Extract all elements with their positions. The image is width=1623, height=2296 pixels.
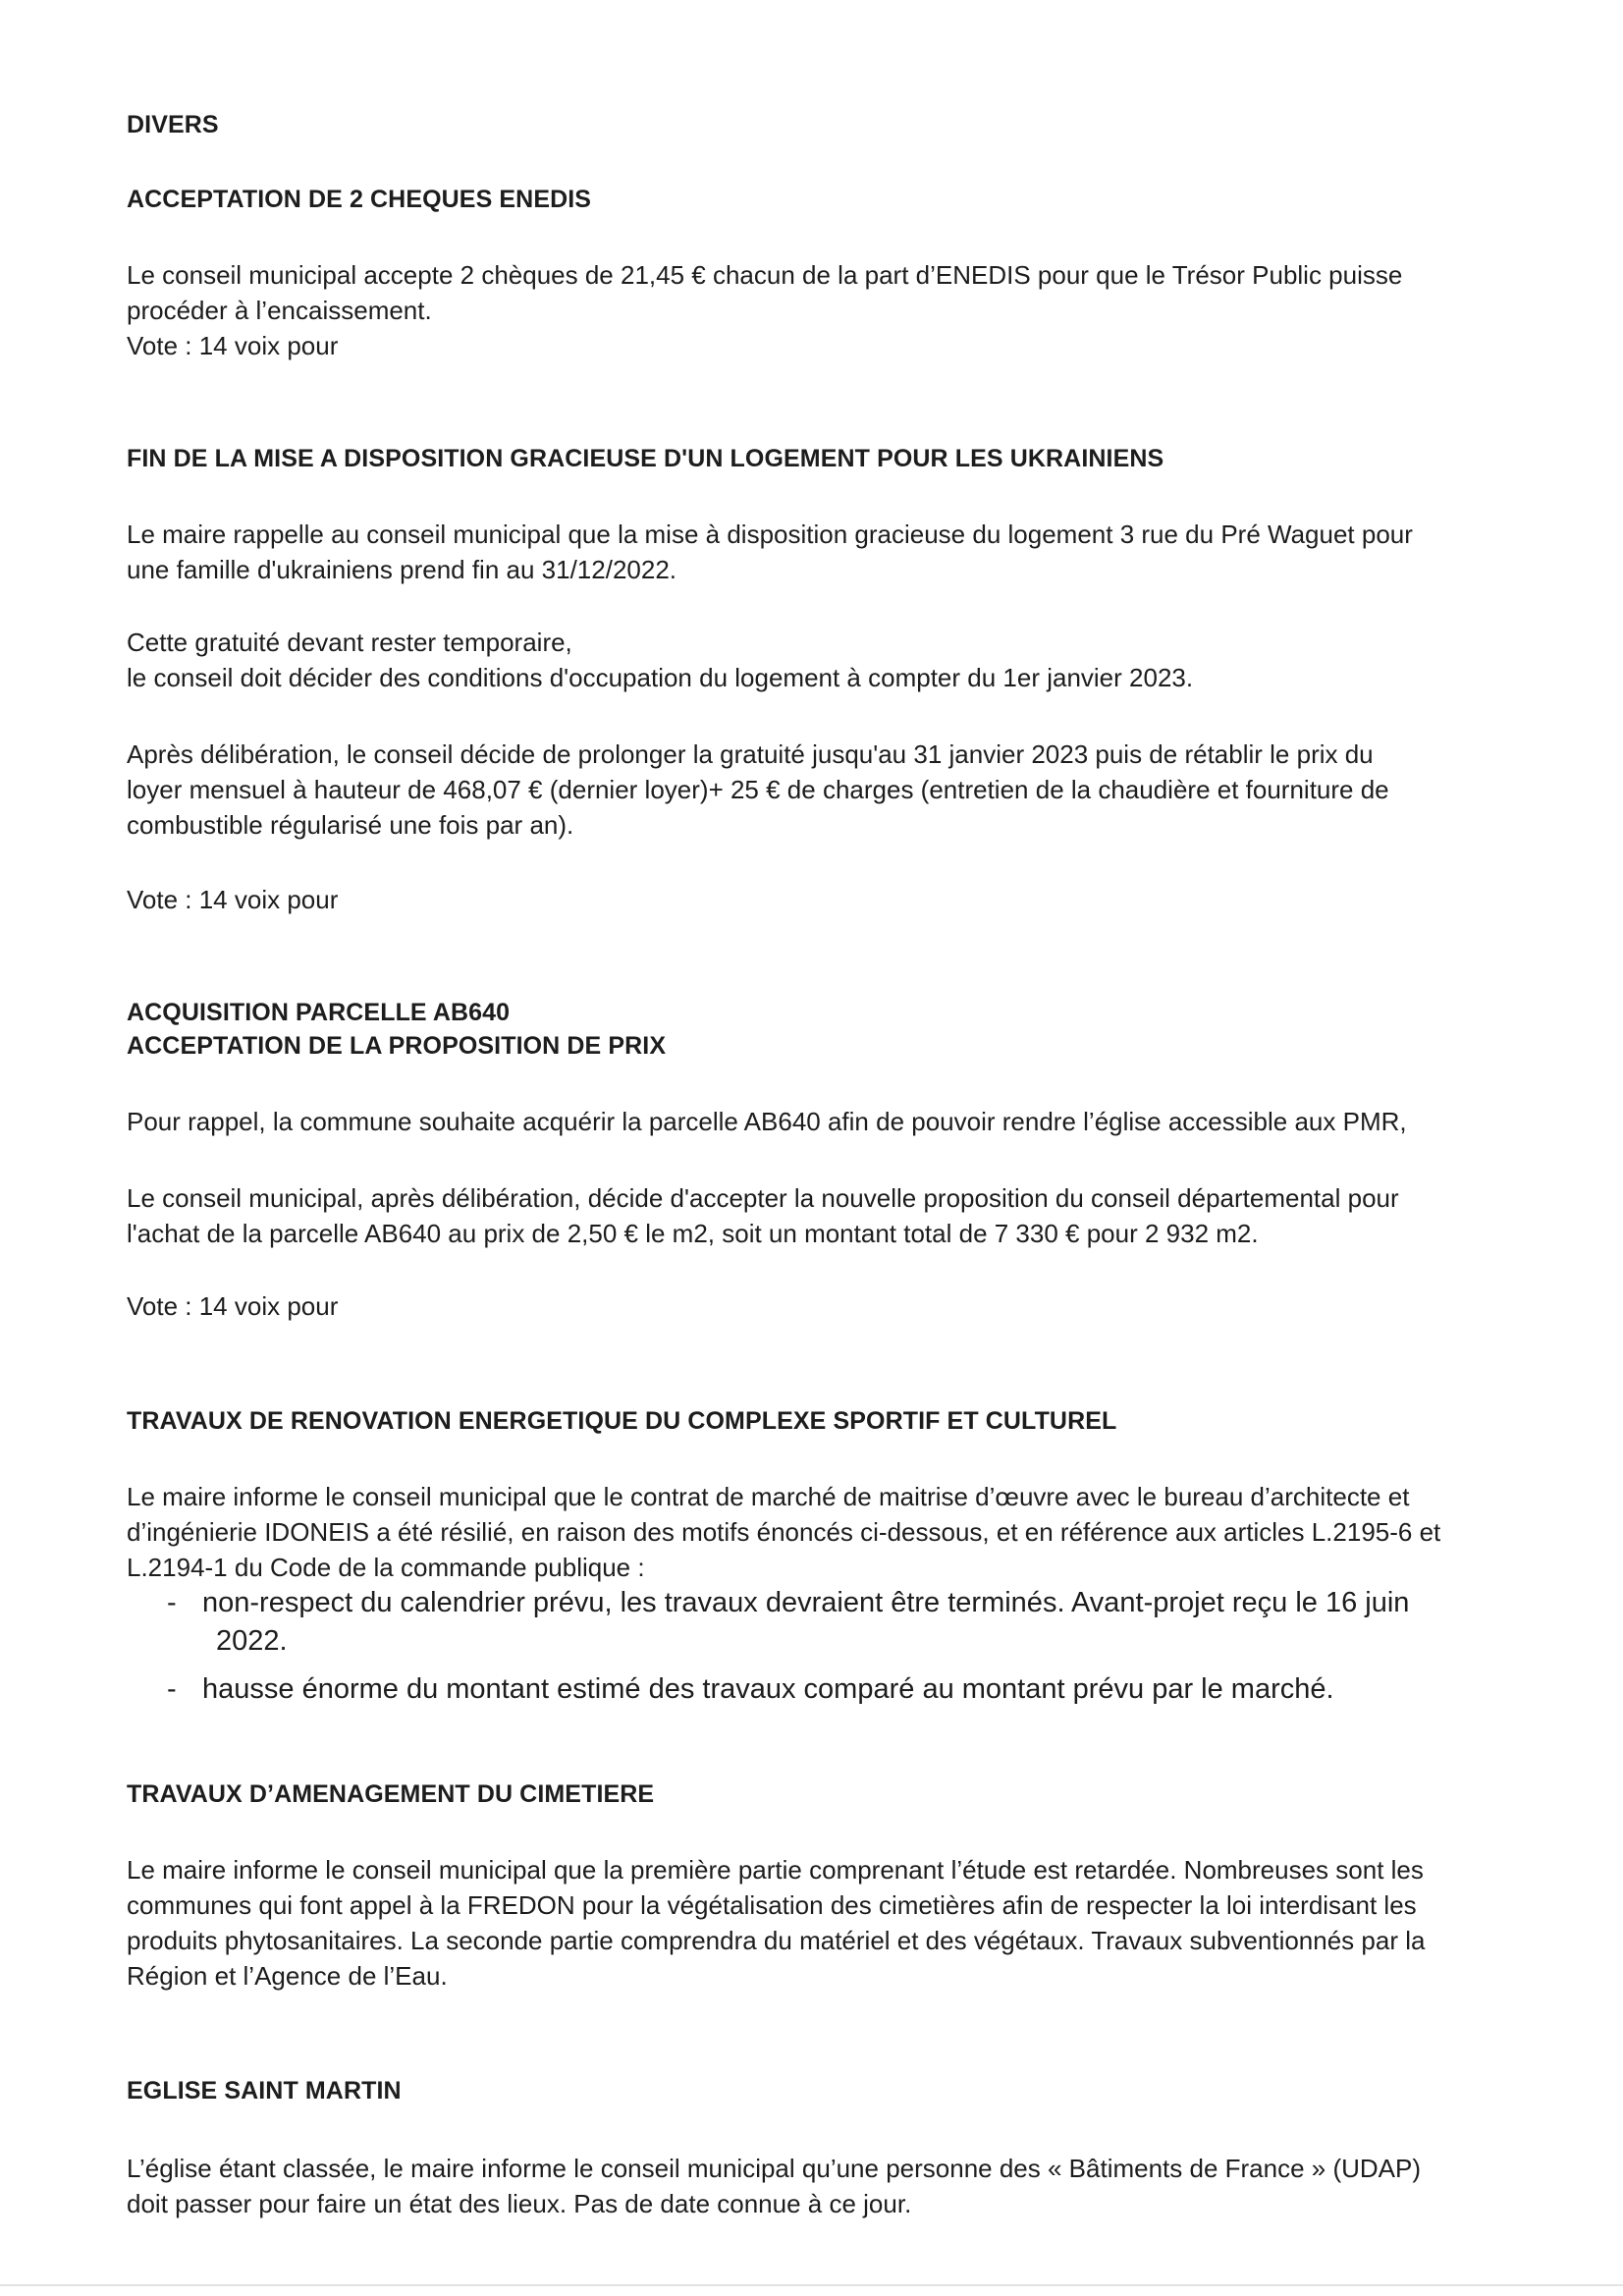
text-line: non-respect du calendrier prévu, les travaux devraient être terminés. Avant-projet reçu le 16 juin bbox=[202, 1587, 1410, 1618]
paragraph-parcelle-vote bbox=[127, 1288, 1541, 1324]
text-line: Le conseil municipal, après délibération, décide d'accepter la nouvelle proposition du conseil départemental pour bbox=[127, 1183, 1399, 1213]
list-item bbox=[167, 1584, 1522, 1661]
text-line: procéder à l’encaissement. bbox=[127, 296, 432, 325]
text-line: L’église étant classée, le maire informe le conseil municipal qu’une personne des « Bâtiments de France » (UDAP) bbox=[127, 2154, 1422, 2183]
text-line: produits phytosanitaires. La seconde partie comprendra du matériel et des végétaux. Travaux subventionnés par la bbox=[127, 1926, 1426, 1955]
section-title: DIVERS bbox=[127, 111, 219, 138]
text-line: doit passer pour faire un état des lieux. Pas de date connue à ce jour. bbox=[127, 2189, 912, 2218]
text-line: d’ingénierie IDONEIS a été résilié, en raison des motifs énoncés ci-dessous, et en référence aux articles L.2195-6 et bbox=[127, 1517, 1441, 1547]
text-line: Le maire informe le conseil municipal que la première partie comprenant l’étude est retardée. Nombreuses sont les bbox=[127, 1855, 1424, 1885]
text-line: loyer mensuel à hauteur de 468,07 € (dernier loyer)+ 25 € de charges (entretien de la chaudière et fourniture de bbox=[127, 775, 1389, 804]
paragraph-parcelle-2 bbox=[127, 1180, 1541, 1251]
text-line: L.2194-1 du Code de la commande publique : bbox=[127, 1553, 645, 1582]
paragraph-logement-3 bbox=[127, 737, 1541, 843]
text-line: une famille d'ukrainiens prend fin au 31/12/2022. bbox=[127, 555, 677, 584]
text-line: Région et l’Agence de l’Eau. bbox=[127, 1961, 448, 1991]
heading-eglise-saint-martin: EGLISE SAINT MARTIN bbox=[127, 2077, 402, 2105]
heading-line: ACQUISITION PARCELLE AB640 bbox=[127, 999, 511, 1026]
paragraph-parcelle-1 bbox=[127, 1104, 1541, 1139]
bullet-dash: - bbox=[167, 1587, 177, 1618]
heading-cheques-enedis: ACCEPTATION DE 2 CHEQUES ENEDIS bbox=[127, 186, 592, 213]
heading-renovation-energetique: TRAVAUX DE RENOVATION ENERGETIQUE DU COMPLEXE SPORTIF ET CULTUREL bbox=[127, 1407, 1117, 1435]
text-line: l'achat de la parcelle AB640 au prix de 2,50 € le m2, soit un montant total de 7 330 € pour 2 932 m2. bbox=[127, 1219, 1259, 1248]
paragraph-cimetiere bbox=[127, 1852, 1541, 1994]
vote-line: Vote : 14 voix pour bbox=[127, 1291, 339, 1321]
text-line: le conseil doit décider des conditions d'occupation du logement à compter du 1er janvier 2023. bbox=[127, 663, 1194, 692]
text-line: Le conseil municipal accepte 2 chèques de 21,45 € chacun de la part d’ENEDIS pour que le Trésor Public puisse bbox=[127, 260, 1403, 290]
paragraph-eglise bbox=[127, 2151, 1541, 2221]
list-item bbox=[167, 1670, 1522, 1709]
renovation-motifs-list bbox=[167, 1584, 1522, 1709]
text-line: Le maire rappelle au conseil municipal que la mise à disposition gracieuse du logement 3 rue du Pré Waguet pour bbox=[127, 519, 1413, 549]
page-bottom-rule bbox=[0, 2284, 1623, 2286]
paragraph-logement-2 bbox=[127, 625, 1541, 695]
text-line: communes qui font appel à la FREDON pour la végétalisation des cimetières afin de respecter la loi interdisant les bbox=[127, 1890, 1417, 1920]
heading-acquisition-parcelle bbox=[127, 998, 1541, 1061]
text-line: Pour rappel, la commune souhaite acquérir la parcelle AB640 afin de pouvoir rendre l’église accessible aux PMR, bbox=[127, 1107, 1407, 1136]
heading-amenagement-cimetiere: TRAVAUX D’AMENAGEMENT DU CIMETIERE bbox=[127, 1780, 655, 1808]
text-line: Le maire informe le conseil municipal que le contrat de marché de maitrise d’œuvre avec le bureau d’architecte et bbox=[127, 1482, 1410, 1511]
text-line: hausse énorme du montant estimé des travaux comparé au montant prévu par le marché. bbox=[202, 1673, 1334, 1705]
vote-line: Vote : 14 voix pour bbox=[127, 885, 339, 914]
list-spacer bbox=[167, 1661, 1522, 1670]
heading-line: ACCEPTATION DE LA PROPOSITION DE PRIX bbox=[127, 1032, 667, 1060]
text-line: Après délibération, le conseil décide de prolonger la gratuité jusqu'au 31 janvier 2023 puis de rétablir le prix du bbox=[127, 739, 1374, 769]
vote-line: Vote : 14 voix pour bbox=[127, 331, 339, 360]
text-line: 2022. bbox=[216, 1625, 288, 1657]
paragraph-logement-vote bbox=[127, 882, 1541, 917]
bullet-dash: - bbox=[167, 1673, 177, 1705]
text-line: combustible régularisé une fois par an). bbox=[127, 810, 574, 840]
text-line: Cette gratuité devant rester temporaire, bbox=[127, 628, 572, 657]
paragraph-logement-1 bbox=[127, 517, 1541, 587]
paragraph-renovation bbox=[127, 1479, 1541, 1585]
paragraph-cheques-enedis bbox=[127, 257, 1541, 363]
heading-logement-ukrainiens: FIN DE LA MISE A DISPOSITION GRACIEUSE D'UN LOGEMENT POUR LES UKRAINIENS bbox=[127, 445, 1164, 472]
